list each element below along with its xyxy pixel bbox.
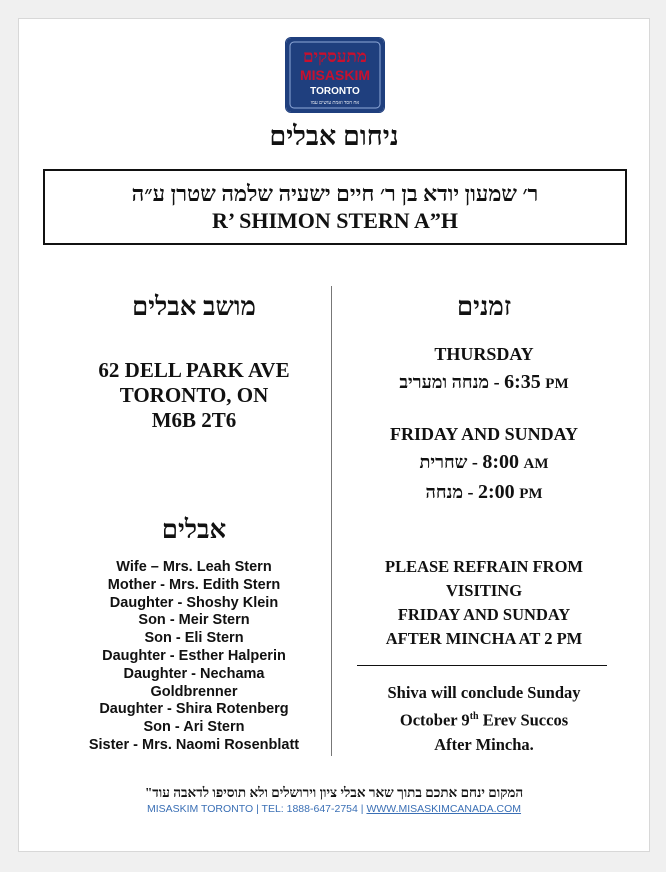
mincha-label: מנחה xyxy=(425,482,464,502)
friday-sunday-times xyxy=(349,420,619,508)
notice-line: VISITING xyxy=(445,581,523,600)
shacharis-ampm: AM xyxy=(523,456,549,472)
page-title: ניחום אבלים xyxy=(269,121,399,151)
shiva-house-section xyxy=(59,292,329,433)
address-line: M6B 2T6 xyxy=(151,408,237,432)
shiva-house-heading: מושב אבלים xyxy=(132,292,256,321)
mincha-row: מנחה - 2:00 PM xyxy=(425,481,543,503)
mourner-item: Son - Eli Stern xyxy=(144,630,244,647)
misaskim-logo xyxy=(285,37,385,113)
footer-org: MISASKIM TORONTO xyxy=(146,803,254,815)
notice-divider xyxy=(357,665,607,666)
mourner-item: Mother - Mrs. Edith Stern xyxy=(107,576,281,593)
notice-page xyxy=(18,18,650,852)
notice-line: PLEASE REFRAIN FROM xyxy=(384,557,583,576)
mourner-item: Daughter - Nechama xyxy=(123,665,265,682)
thursday-label: THURSDAY xyxy=(434,344,534,364)
mourner-item: Goldbrenner xyxy=(150,683,238,700)
logo-city: TORONTO xyxy=(310,86,360,97)
thursday-mincha-maariv: מנחה ומעריב - 6:35 PM xyxy=(399,371,569,393)
thursday-ampm: PM xyxy=(545,376,569,392)
address-line: 62 DELL PARK AVE xyxy=(98,358,290,382)
shiva-line-2 xyxy=(349,705,619,733)
footer-tel: TEL: 1888-647-2754 xyxy=(261,803,358,815)
deceased-english-name: R’ SHIMON STERN A”H xyxy=(212,208,458,233)
notice-line: FRIDAY AND SUNDAY xyxy=(397,605,571,624)
times-section xyxy=(349,292,619,508)
column-divider xyxy=(331,286,332,756)
mincha-ampm: PM xyxy=(519,486,543,502)
notice-line: AFTER MINCHA AT 2 PM xyxy=(385,629,583,648)
thursday-time: 6:35 xyxy=(504,371,541,393)
footer-website-link[interactable]: WWW.MISASKIMCANADA.COM xyxy=(366,803,522,815)
shiva-conclusion xyxy=(349,681,619,757)
mourner-item: Daughter - Shoshy Klein xyxy=(109,594,279,611)
mourner-item: Daughter - Esther Halperin xyxy=(102,647,286,664)
footer-hebrew-blessing: המקום ינחם אתכם בתוך שאר אבלי ציון וירושלים ולא תוסיפו לדאבה עוד" xyxy=(144,785,524,800)
shacharis-label: שחרית xyxy=(419,452,468,472)
mourner-item: Daughter - Shira Rotenberg xyxy=(99,701,289,718)
mincha-maariv-label: מנחה ומעריב xyxy=(399,372,490,392)
deceased-name-box xyxy=(43,169,627,245)
logo-hebrew: מתעסקים xyxy=(303,47,367,66)
shiva-date: October 9 xyxy=(399,710,470,730)
mincha-time: 2:00 xyxy=(478,481,515,503)
shiva-address xyxy=(59,358,329,433)
address-line: TORONTO, ON xyxy=(119,383,269,407)
mourner-item: Wife – Mrs. Leah Stern xyxy=(116,559,272,575)
times-heading: זמנים xyxy=(456,292,512,321)
deceased-hebrew-name: ר׳ שמעון יודא בן ר׳ חיים ישעיה שלמה שטרן ע״ה xyxy=(131,181,539,206)
mourner-item: Sister - Mrs. Naomi Rosenblatt xyxy=(88,736,300,753)
mourner-item: Son - Meir Stern xyxy=(138,612,250,629)
shacharis-time: 8:00 xyxy=(482,451,520,473)
shiva-line-1: Shiva will conclude Sunday xyxy=(387,683,581,702)
erev-succos: Erev Succos xyxy=(478,710,569,730)
mourners-heading: אבלים xyxy=(161,515,227,544)
mourner-item: Son - Ari Stern xyxy=(143,719,245,736)
footer-contact: MISASKIM TORONTO | TEL: 1888-647-2754 | WWW.MISASKIMCANADA.COM xyxy=(146,803,522,815)
logo-name: MISASKIM xyxy=(300,67,370,83)
visiting-notice xyxy=(349,555,619,651)
thursday-times xyxy=(349,340,619,398)
date-suffix: th xyxy=(469,711,479,722)
logo-tagline: אח חסד ואמת עושים עמו xyxy=(310,101,360,106)
friday-sunday-label: FRIDAY AND SUNDAY xyxy=(389,424,579,444)
mourners-list xyxy=(59,559,329,755)
shacharis-row: שחרית - 8:00 AM xyxy=(419,451,549,473)
shiva-line-3: After Mincha. xyxy=(434,734,534,754)
mourners-section xyxy=(59,515,329,755)
